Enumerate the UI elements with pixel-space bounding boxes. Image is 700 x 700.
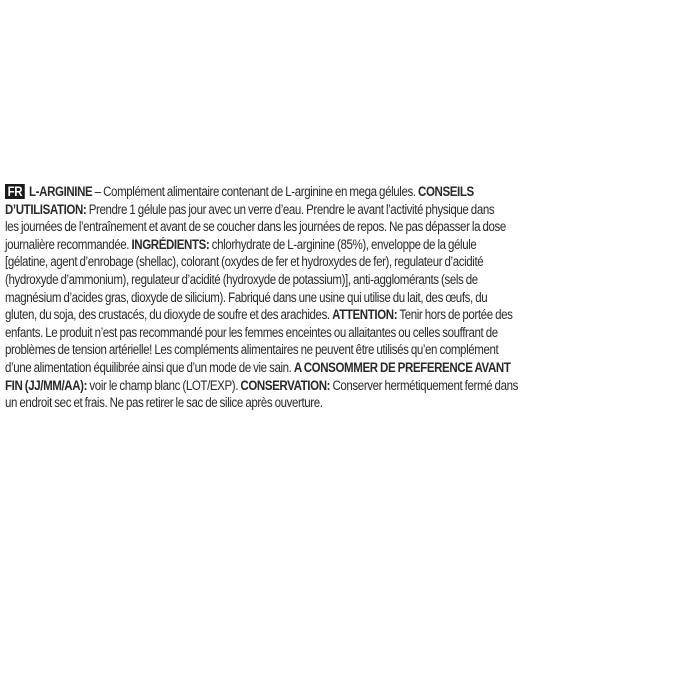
body-text-segment: Conserver hermétiquement fermé dans xyxy=(330,377,518,393)
bold-heading-segment: CONSEILS xyxy=(418,184,474,199)
body-text-segment: – Complément alimentaire contenant de L-arginine en mega gélules. xyxy=(92,184,419,199)
body-text-segment: [gélatine, agent d’enrobage (shellac), colorant (oxydes de fer et hydroxydes de fer), regulateur d’acidité xyxy=(5,254,484,270)
body-text-segment: gluten, du soja, des crustacés, du dioxyde de soufre et des arachides. xyxy=(5,307,333,323)
text-line xyxy=(5,254,483,270)
body-text-segment: d’une alimentation équilibrée ainsi que d’un mode de vie sain. xyxy=(5,360,294,375)
body-text-segment: un endroit sec et frais. Ne pas retirer le sac de silice après ouverture. xyxy=(5,395,323,411)
body-text-segment: problèmes de tension artérielle! Les compléments alimentaires ne peuvent être utilisés qu’en complément xyxy=(5,342,499,358)
text-line xyxy=(5,395,323,411)
bold-heading-segment: INGRÉDIENTS: xyxy=(131,236,210,252)
language-badge: FR xyxy=(5,184,25,199)
body-text-segment: Tenir hors de portée des xyxy=(397,307,513,323)
body-text-segment: voir le champ blanc (LOT/EXP). xyxy=(87,377,241,393)
body-text-segment: Prendre 1 gélule pas jour avec un verre d’eau. Prendre le avant l’activité physique dans xyxy=(86,201,495,217)
text-line xyxy=(5,272,478,288)
text-line xyxy=(5,342,498,358)
body-text-segment: chlorhydrate de L-arginine (85%), enveloppe de la gélule xyxy=(209,236,477,252)
body-text-segment: (hydroxyde d’ammonium), regulateur d’acidité (hydroxyde de potassium)], anti-agglomérants (sels de xyxy=(5,272,478,287)
text-line xyxy=(5,202,494,218)
text-line xyxy=(5,378,518,394)
text-line xyxy=(5,307,513,323)
text-line xyxy=(5,360,510,376)
text-line xyxy=(5,184,474,200)
text-line xyxy=(5,290,487,306)
bold-heading-segment: A CONSOMMER DE PREFERENCE AVANT xyxy=(293,360,511,375)
bold-heading-segment: CONSERVATION: xyxy=(240,377,331,393)
body-text-segment: enfants. Le produit n’est pas recommandé pour les femmes enceintes ou allaitantes ou celles souffrant de xyxy=(5,324,498,340)
bold-heading-segment: L-ARGININE xyxy=(29,184,93,199)
bold-heading-segment: D’UTILISATION: xyxy=(5,201,87,217)
text-line xyxy=(5,237,476,253)
body-text-segment: journalière recommandée. xyxy=(5,236,132,252)
body-text-segment: les journées de l’entraînement et avant de se coucher dans les journées de repos. Ne pas dépasser la dose xyxy=(5,219,506,235)
bold-heading-segment: FIN (JJ/MM/AA): xyxy=(5,377,88,393)
text-line xyxy=(5,325,498,341)
body-text-segment: magnésium d’acides gras, dioxyde de silicium). Fabriqué dans une usine qui utilise du lait, des œufs, du xyxy=(5,289,488,305)
bold-heading-segment: ATTENTION: xyxy=(332,307,398,323)
text-line xyxy=(5,219,506,235)
